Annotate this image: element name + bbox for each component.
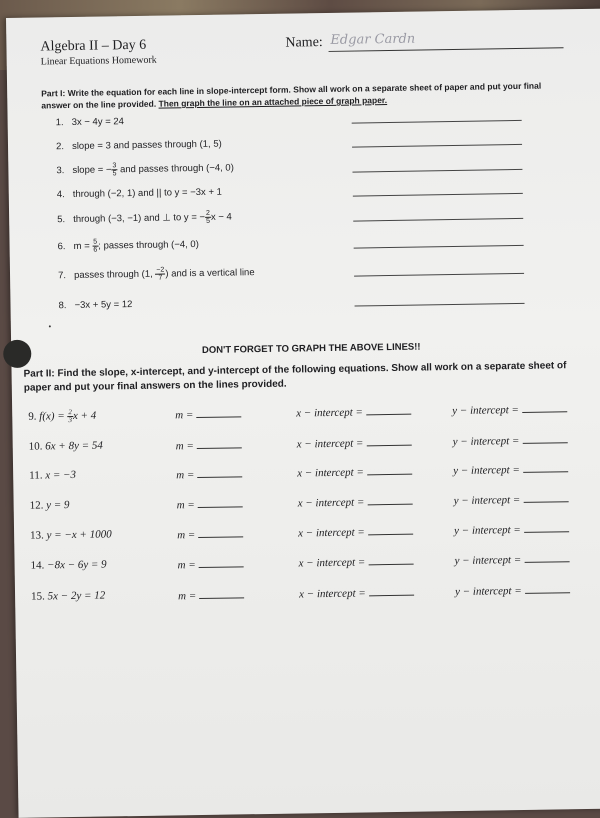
- slope-blank[interactable]: [198, 526, 243, 538]
- y-intercept-blank[interactable]: [523, 461, 568, 473]
- part2-item-11: 11. x = −3 m = x − intercept = y − intercept =: [29, 461, 589, 490]
- part1-item-5: 5. through (−3, −1) and ⊥ to y = − $\frac{2}{5}$ x − 4: [57, 209, 232, 226]
- answer-line-7[interactable]: [354, 273, 524, 277]
- answer-line-6[interactable]: [354, 245, 524, 249]
- slope-blank[interactable]: [196, 406, 241, 418]
- part1-instructions: [41, 79, 571, 111]
- part1-item-8: 8. −3x + 5y = 12: [58, 299, 133, 312]
- name-line: [329, 47, 564, 52]
- worksheet-paper: [6, 9, 600, 818]
- part1-item-2: 2. slope = 3 and passes through (1, 5): [55, 138, 222, 153]
- part1-item-7: 7. passes through (1, $\frac{-2}{7}$ ) and is a vertical line: [57, 266, 255, 282]
- part2-label: Part II:: [23, 368, 55, 380]
- part1-label: Part I:: [41, 88, 66, 99]
- graph-reminder: DON'T FORGET TO GRAPH THE ABOVE LINES!!: [201, 341, 421, 356]
- name-label: Name:: [285, 35, 323, 51]
- answer-line-3[interactable]: [352, 169, 522, 173]
- part1-instruction-text: Write the equation for each line in slope-intercept form. Show all work on a separate sheet of paper and put your final answer on the line provided.: [41, 80, 542, 111]
- part1-item-3: 3. slope = − $\frac{3}{5}$ and passes through (−4, 0): [56, 162, 234, 178]
- x-intercept-blank[interactable]: [368, 554, 413, 566]
- fraction: $\frac{-2}{7}$: [156, 266, 165, 282]
- slope-blank[interactable]: [198, 496, 243, 508]
- answer-line-8[interactable]: [355, 303, 525, 307]
- part2-item-13: 13. y = −x + 1000 m = x − intercept = y − intercept =: [30, 521, 590, 550]
- y-intercept-blank[interactable]: [525, 582, 570, 594]
- answer-line-5[interactable]: [353, 218, 523, 222]
- answer-line-2[interactable]: [352, 144, 522, 148]
- x-intercept-blank[interactable]: [366, 404, 411, 416]
- part1-item-4: 4. through (−2, 1) and || to y = −3x + 1: [56, 186, 222, 201]
- part2-item-10: 10. 6x + 8y = 54 m = x − intercept = y − intercept =: [29, 432, 589, 461]
- stray-mark: [49, 325, 51, 327]
- part2-item-14: 14. −8x − 6y = 9 m = x − intercept = y − intercept =: [31, 551, 591, 580]
- part2-instructions: [23, 359, 588, 396]
- page-subtitle: Linear Equations Homework: [40, 54, 157, 68]
- answer-line-1[interactable]: [352, 120, 522, 124]
- part2-item-9: 9. f(x) = $\frac{2}{3}$ x + 4 m = x − intercept = y − intercept =: [28, 401, 588, 430]
- slope-blank[interactable]: [197, 437, 242, 449]
- slope-blank[interactable]: [199, 556, 244, 568]
- part1-instruction-underlined: Then graph the line on an attached piece of graph paper.: [158, 95, 388, 109]
- part2-item-12: 12. y = 9 m = x − intercept = y − intercept =: [30, 491, 590, 520]
- worksheet-header: [40, 31, 580, 68]
- part2-instruction-text: Find the slope, x-intercept, and y-intercept of the following equations. Show all work on a separate sheet of paper and put your final answers on the lines provided.: [23, 360, 567, 394]
- y-intercept-blank[interactable]: [524, 521, 569, 533]
- answer-line-4[interactable]: [353, 193, 523, 197]
- part1-item-6: 6. m = $\frac{5}{6}$ ; passes through (−4, 0): [57, 238, 199, 254]
- slope-blank[interactable]: [197, 466, 242, 478]
- y-intercept-blank[interactable]: [524, 551, 569, 563]
- fraction: $\frac{3}{5}$: [112, 162, 117, 178]
- part1-item-1: 1. 3x − 4y = 24: [55, 116, 125, 129]
- x-intercept-blank[interactable]: [369, 585, 414, 597]
- slope-blank[interactable]: [199, 587, 244, 599]
- y-intercept-blank[interactable]: [522, 432, 567, 444]
- fraction: $\frac{2}{5}$: [205, 209, 211, 225]
- y-intercept-blank[interactable]: [523, 491, 568, 503]
- y-intercept-blank[interactable]: [522, 401, 567, 413]
- page-title: Algebra II – Day 6: [40, 37, 147, 55]
- part2-item-15: 15. 5x − 2y = 12 m = x − intercept = y − intercept =: [31, 582, 591, 611]
- x-intercept-blank[interactable]: [367, 464, 412, 476]
- x-intercept-blank[interactable]: [368, 524, 413, 536]
- x-intercept-blank[interactable]: [366, 435, 411, 447]
- handwritten-name: Edgar Cardn: [330, 31, 416, 48]
- fraction: $\frac{2}{3}$: [68, 408, 73, 425]
- fraction: $\frac{5}{6}$: [93, 238, 98, 254]
- x-intercept-blank[interactable]: [367, 494, 412, 506]
